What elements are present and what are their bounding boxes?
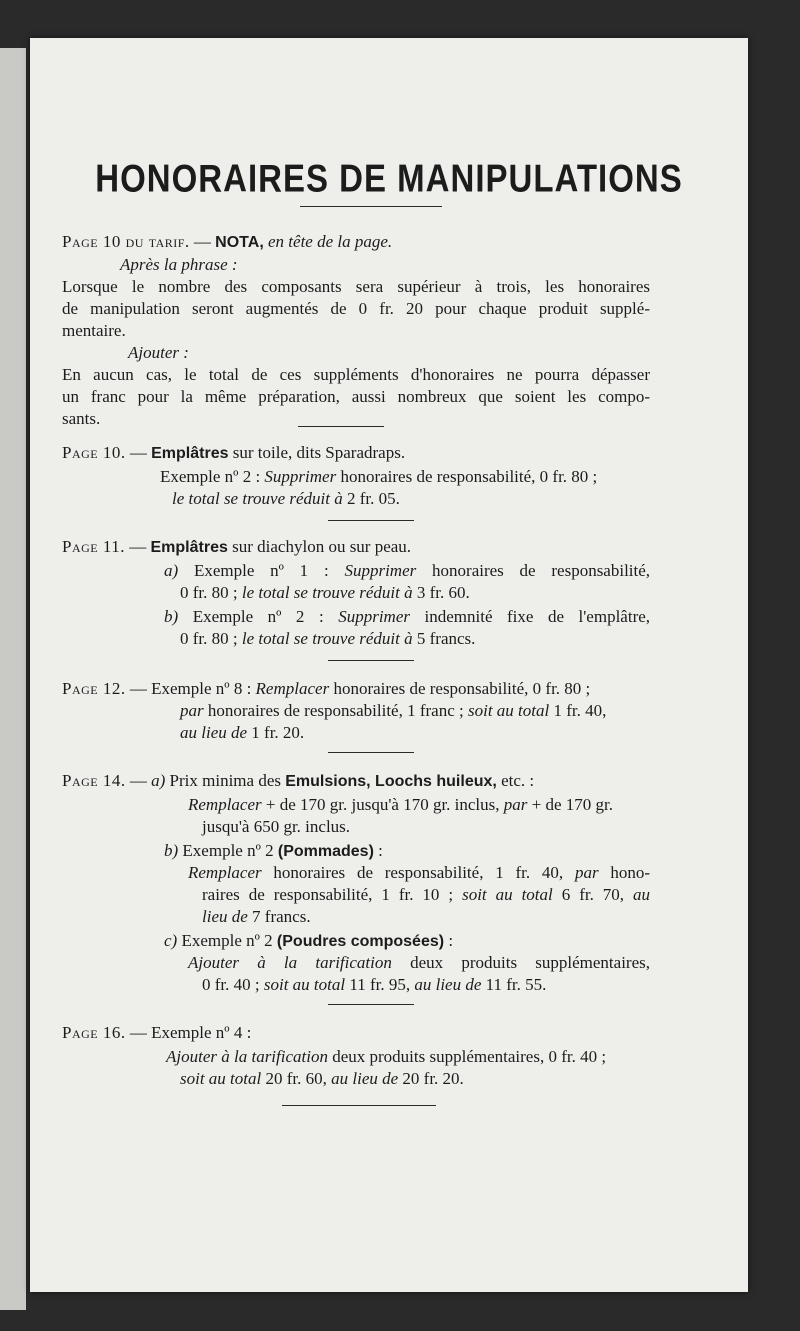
- section-divider: [328, 520, 414, 521]
- paragraph-line: de manipulation seront augmentés de 0 fr. 20 pour chaque produit supplé-: [62, 299, 650, 318]
- paragraph-line: En aucun cas, le total de ces suppléments d'honoraires ne pourra dépasser: [62, 365, 650, 384]
- page14-heading: Page 14. — a) Prix minima des Emulsions, Loochs huileux, etc. :: [62, 771, 535, 790]
- page12-line: au lieu de 1 fr. 20.: [180, 723, 305, 742]
- nota-word: NOTA,: [215, 234, 264, 251]
- paragraph-line: Lorsque le nombre des composants sera supérieur à trois, les honoraires: [62, 277, 650, 296]
- page11-heading: Page 11. — Emplâtres sur diachylon ou sur peau.: [62, 537, 412, 556]
- page12-line: par honoraires de responsabilité, 1 franc ; soit au total 1 fr. 40,: [180, 701, 607, 720]
- page14-line: 0 fr. 40 ; soit au total 11 fr. 95, au lieu de 11 fr. 55.: [202, 975, 547, 994]
- paragraph-line: mentaire.: [62, 321, 126, 340]
- page16-line: Ajouter à la tarification deux produits supplémentaires, 0 fr. 40 ;: [166, 1047, 607, 1066]
- page-title: HONORAIRES DE MANIPULATIONS: [95, 156, 683, 200]
- page10-heading: Page 10. — Emplâtres sur toile, dits Sparadraps.: [62, 443, 406, 462]
- page14-line: jusqu'à 650 gr. inclus.: [202, 817, 351, 836]
- section-divider: [328, 1004, 414, 1005]
- paragraph-line: un franc pour la même préparation, aussi nombreux que soient les compo-: [62, 387, 650, 406]
- end-divider: [282, 1105, 436, 1106]
- page14-item-c: c) Exemple nº 2 (Poudres composées) :: [164, 931, 454, 950]
- page14-item-b: b) Exemple nº 2 (Pommades) :: [164, 841, 383, 860]
- page14-line: Ajouter à la tarification deux produits supplémentaires,: [188, 953, 650, 972]
- page14-line: Remplacer + de 170 gr. jusqu'à 170 gr. inclus, par + de 170 gr.: [188, 795, 614, 814]
- page10-line: Exemple nº 2 : Supprimer honoraires de responsabilité, 0 fr. 80 ;: [160, 467, 598, 486]
- page14-line: raires de responsabilité, 1 fr. 10 ; soit au total 6 fr. 70, au: [202, 885, 651, 904]
- page16-line: soit au total 20 fr. 60, au lieu de 20 fr. 20.: [180, 1069, 464, 1088]
- document-page: [30, 38, 748, 1292]
- section-divider: [328, 660, 414, 661]
- page11-item-a: a) Exemple nº 1 : Supprimer honoraires de responsabilité,: [164, 561, 651, 580]
- page12-heading: Page 12. — Exemple nº 8 : Remplacer honoraires de responsabilité, 0 fr. 80 ;: [62, 679, 591, 698]
- ajouter-label: Ajouter :: [128, 343, 189, 362]
- page14-line: lieu de 7 francs.: [202, 907, 311, 926]
- page10-line: le total se trouve réduit à 2 fr. 05.: [172, 489, 400, 508]
- paragraph-line: sants.: [62, 409, 101, 428]
- after-phrase: Après la phrase :: [120, 255, 238, 274]
- page11-item-b: b) Exemple nº 2 : Supprimer indemnité fixe de l'emplâtre,: [164, 607, 651, 626]
- section-divider: [298, 426, 384, 427]
- title-divider: [300, 206, 442, 207]
- adjacent-page-edge: [0, 48, 26, 1310]
- section-divider: [328, 752, 414, 753]
- page16-heading: Page 16. — Exemple nº 4 :: [62, 1023, 252, 1042]
- nota-heading: Page 10 du tarif. — NOTA, en tête de la page.: [62, 232, 393, 251]
- page14-line: Remplacer honoraires de responsabilité, 1 fr. 40, par hono-: [188, 863, 651, 882]
- page-label: Page 10 du tarif.: [62, 232, 190, 251]
- page11-line: 0 fr. 80 ; le total se trouve réduit à 3 fr. 60.: [180, 583, 470, 602]
- page11-line: 0 fr. 80 ; le total se trouve réduit à 5 francs.: [180, 629, 476, 648]
